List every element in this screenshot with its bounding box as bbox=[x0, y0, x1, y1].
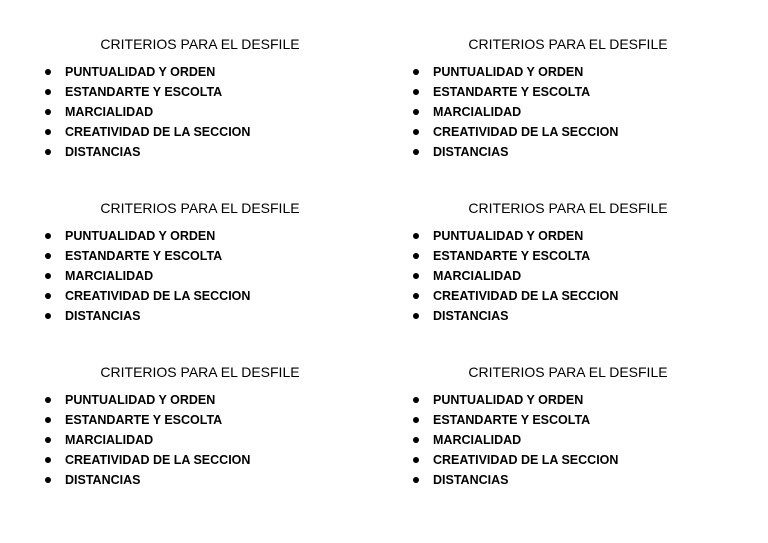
list-item bbox=[403, 122, 618, 142]
list-item bbox=[35, 286, 250, 306]
bullet-icon bbox=[413, 437, 419, 443]
bullet-icon bbox=[45, 129, 51, 135]
list-item bbox=[35, 306, 250, 326]
bullet-icon bbox=[413, 69, 419, 75]
list-item-label: CREATIVIDAD DE LA SECCION bbox=[65, 125, 251, 139]
list-item-label: MARCIALIDAD bbox=[65, 433, 154, 447]
bullet-icon bbox=[413, 89, 419, 95]
criteria-list bbox=[403, 62, 618, 162]
bullet-icon bbox=[45, 149, 51, 155]
criteria-list bbox=[403, 390, 618, 490]
list-item bbox=[403, 102, 618, 122]
list-item-label: MARCIALIDAD bbox=[65, 105, 154, 119]
bullet-icon bbox=[45, 457, 51, 463]
list-item bbox=[403, 286, 618, 306]
list-item bbox=[403, 470, 618, 490]
bullet-icon bbox=[45, 273, 51, 279]
list-item-label: PUNTUALIDAD Y ORDEN bbox=[433, 229, 584, 243]
list-item bbox=[35, 450, 250, 470]
bullet-icon bbox=[45, 437, 51, 443]
list-item-label: DISTANCIAS bbox=[433, 473, 509, 487]
bullet-icon bbox=[45, 69, 51, 75]
bullet-icon bbox=[45, 89, 51, 95]
list-item bbox=[35, 62, 250, 82]
bullet-icon bbox=[413, 109, 419, 115]
list-item bbox=[35, 266, 250, 286]
list-item-label: PUNTUALIDAD Y ORDEN bbox=[65, 229, 216, 243]
list-item-label: DISTANCIAS bbox=[433, 309, 509, 323]
list-item-label: MARCIALIDAD bbox=[65, 269, 154, 283]
list-item-label: ESTANDARTE Y ESCOLTA bbox=[65, 85, 223, 99]
bullet-icon bbox=[413, 253, 419, 259]
criteria-list bbox=[35, 62, 250, 162]
list-item bbox=[35, 470, 250, 490]
bullet-icon bbox=[45, 397, 51, 403]
list-item-label: PUNTUALIDAD Y ORDEN bbox=[65, 65, 216, 79]
list-item-label: PUNTUALIDAD Y ORDEN bbox=[65, 393, 216, 407]
list-item-label: CREATIVIDAD DE LA SECCION bbox=[65, 289, 251, 303]
card-title: CRITERIOS PARA EL DESFILE bbox=[100, 200, 300, 216]
bullet-icon bbox=[413, 313, 419, 319]
list-item bbox=[403, 266, 618, 286]
list-item bbox=[403, 82, 618, 102]
list-item-label: ESTANDARTE Y ESCOLTA bbox=[65, 413, 223, 427]
bullet-icon bbox=[413, 417, 419, 423]
list-item-label: ESTANDARTE Y ESCOLTA bbox=[65, 249, 223, 263]
list-item-label: CREATIVIDAD DE LA SECCION bbox=[433, 453, 619, 467]
list-item bbox=[403, 430, 618, 450]
bullet-icon bbox=[45, 233, 51, 239]
bullet-icon bbox=[413, 477, 419, 483]
list-item-label: CREATIVIDAD DE LA SECCION bbox=[65, 453, 251, 467]
bullet-icon bbox=[45, 477, 51, 483]
bullet-icon bbox=[45, 313, 51, 319]
bullet-icon bbox=[45, 293, 51, 299]
list-item-label: MARCIALIDAD bbox=[433, 433, 522, 447]
list-item bbox=[403, 306, 618, 326]
list-item-label: DISTANCIAS bbox=[65, 473, 141, 487]
list-item-label: DISTANCIAS bbox=[65, 309, 141, 323]
list-item bbox=[35, 226, 250, 246]
list-item bbox=[403, 450, 618, 470]
card-title: CRITERIOS PARA EL DESFILE bbox=[100, 364, 300, 380]
list-item-label: DISTANCIAS bbox=[433, 145, 509, 159]
list-item bbox=[35, 430, 250, 450]
list-item bbox=[35, 410, 250, 430]
list-item-label: ESTANDARTE Y ESCOLTA bbox=[433, 249, 591, 263]
list-item-label: CREATIVIDAD DE LA SECCION bbox=[433, 289, 619, 303]
criteria-list bbox=[403, 226, 618, 326]
list-item-label: CREATIVIDAD DE LA SECCION bbox=[433, 125, 619, 139]
list-item-label: PUNTUALIDAD Y ORDEN bbox=[433, 393, 584, 407]
list-item bbox=[403, 246, 618, 266]
bullet-icon bbox=[413, 129, 419, 135]
bullet-icon bbox=[413, 293, 419, 299]
list-item bbox=[35, 246, 250, 266]
list-item bbox=[403, 390, 618, 410]
list-item bbox=[35, 102, 250, 122]
list-item-label: MARCIALIDAD bbox=[433, 105, 522, 119]
bullet-icon bbox=[413, 233, 419, 239]
bullet-icon bbox=[45, 253, 51, 259]
bullet-icon bbox=[45, 109, 51, 115]
bullet-icon bbox=[413, 457, 419, 463]
list-item-label: DISTANCIAS bbox=[65, 145, 141, 159]
card-title: CRITERIOS PARA EL DESFILE bbox=[100, 36, 300, 52]
list-item bbox=[403, 410, 618, 430]
bullet-icon bbox=[413, 273, 419, 279]
card-title: CRITERIOS PARA EL DESFILE bbox=[468, 200, 668, 216]
list-item-label: ESTANDARTE Y ESCOLTA bbox=[433, 85, 591, 99]
card-title: CRITERIOS PARA EL DESFILE bbox=[468, 364, 668, 380]
list-item bbox=[35, 122, 250, 142]
bullet-icon bbox=[413, 397, 419, 403]
list-item bbox=[403, 226, 618, 246]
card-title: CRITERIOS PARA EL DESFILE bbox=[468, 36, 668, 52]
list-item bbox=[35, 82, 250, 102]
list-item-label: PUNTUALIDAD Y ORDEN bbox=[433, 65, 584, 79]
list-item bbox=[35, 142, 250, 162]
list-item bbox=[403, 142, 618, 162]
criteria-list bbox=[35, 226, 250, 326]
bullet-icon bbox=[45, 417, 51, 423]
list-item bbox=[35, 390, 250, 410]
list-item-label: MARCIALIDAD bbox=[433, 269, 522, 283]
bullet-icon bbox=[413, 149, 419, 155]
list-item-label: ESTANDARTE Y ESCOLTA bbox=[433, 413, 591, 427]
list-item bbox=[403, 62, 618, 82]
criteria-list bbox=[35, 390, 250, 490]
